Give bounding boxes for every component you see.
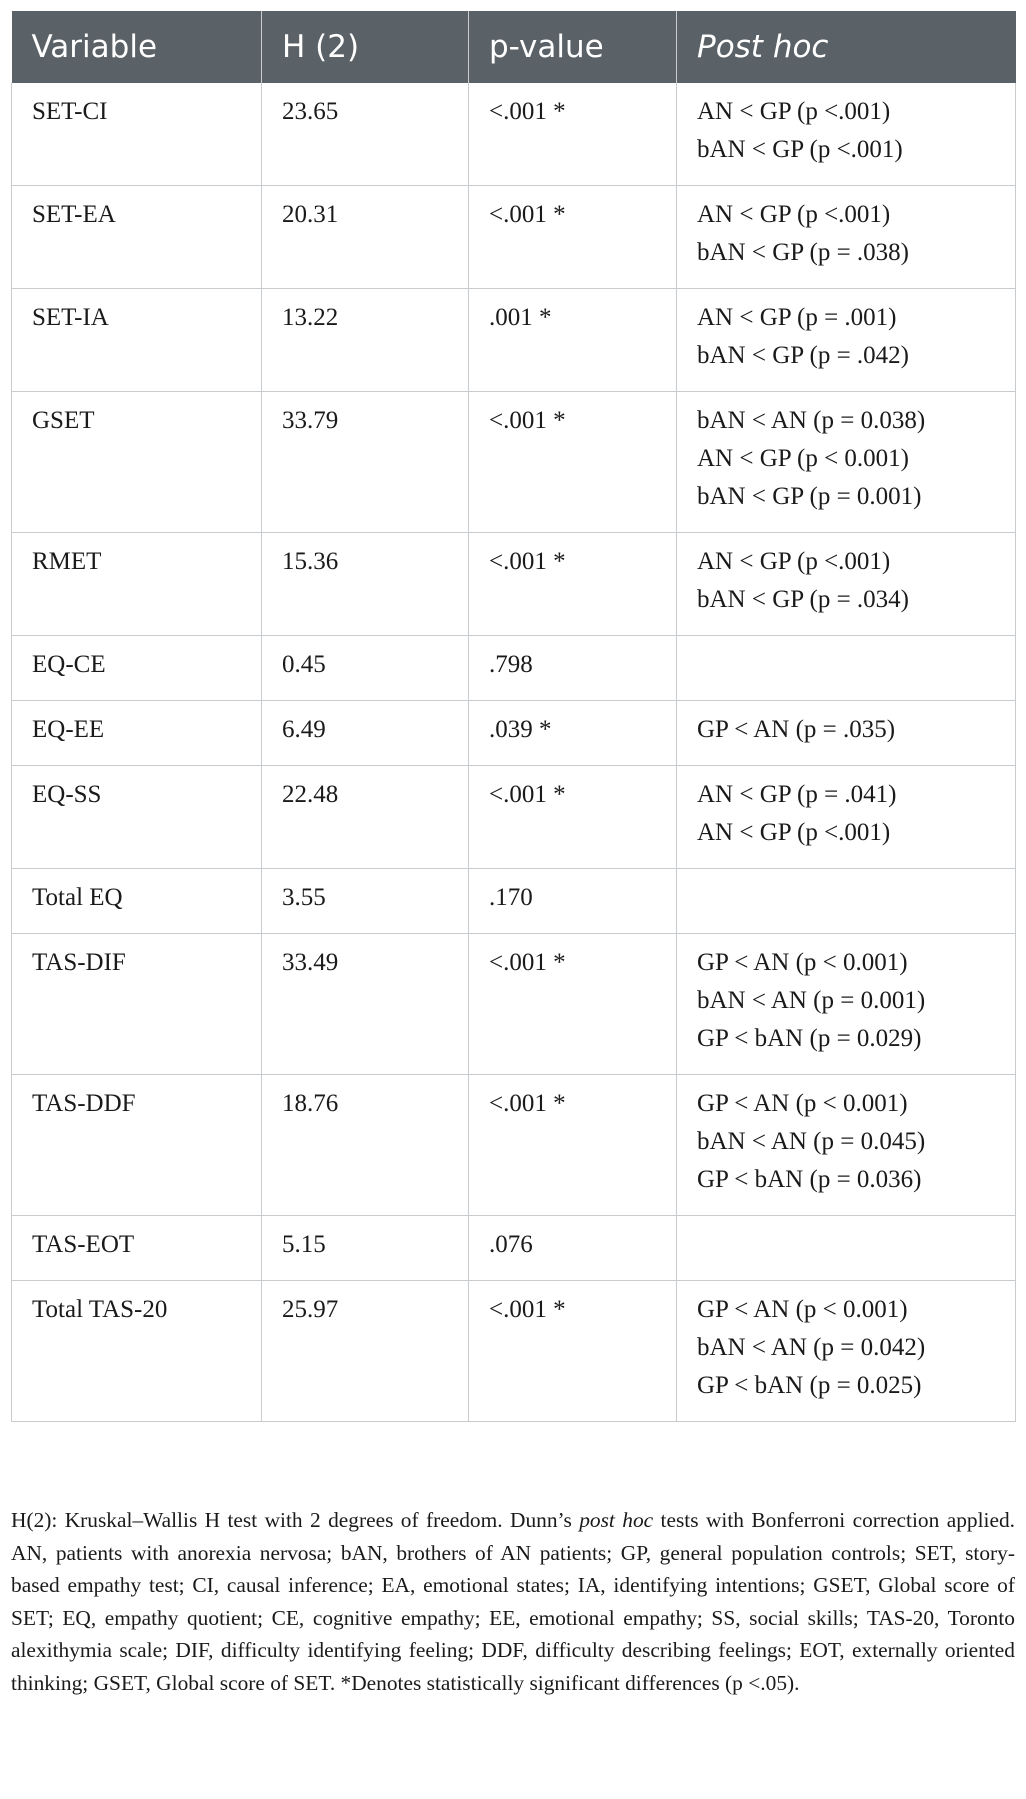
cell-post-hoc (677, 701, 1016, 766)
cell-h-statistic: 22.48 (262, 766, 469, 869)
cell-p-value: .039 * (469, 701, 677, 766)
cell-p-value: .170 (469, 869, 677, 934)
table-row (12, 1216, 1016, 1281)
post-hoc-comparison: AN < GP (p < 0.001) (697, 445, 909, 472)
cell-variable: Total EQ (12, 869, 262, 934)
header-h-statistic: H (2) (262, 11, 469, 83)
results-table (11, 11, 1016, 1422)
cell-h-statistic: 13.22 (262, 289, 469, 392)
header-variable: Variable (12, 11, 262, 83)
table-footnote (11, 1504, 1015, 1700)
cell-post-hoc (677, 1075, 1016, 1216)
footnote-emphasis: post hoc (579, 1508, 654, 1532)
cell-p-value: <.001 * (469, 186, 677, 289)
cell-h-statistic: 33.79 (262, 392, 469, 533)
cell-h-statistic: 33.49 (262, 934, 469, 1075)
table-row (12, 701, 1016, 766)
results-table-container (11, 11, 1015, 1422)
cell-h-statistic: 6.49 (262, 701, 469, 766)
post-hoc-comparison: AN < GP (p <.001) (697, 548, 891, 575)
post-hoc-comparison: AN < GP (p <.001) (697, 201, 891, 228)
table-row (12, 636, 1016, 701)
cell-variable: GSET (12, 392, 262, 533)
table-row (12, 934, 1016, 1075)
cell-post-hoc (677, 869, 1016, 934)
cell-variable: TAS-EOT (12, 1216, 262, 1281)
cell-variable: EQ-SS (12, 766, 262, 869)
post-hoc-comparison: GP < AN (p < 0.001) (697, 1090, 908, 1117)
table-row (12, 392, 1016, 533)
post-hoc-comparison: bAN < GP (p <.001) (697, 136, 903, 163)
post-hoc-comparison: GP < bAN (p = 0.036) (697, 1166, 922, 1193)
cell-h-statistic: 5.15 (262, 1216, 469, 1281)
post-hoc-comparison: AN < GP (p = .041) (697, 781, 897, 808)
cell-p-value: <.001 * (469, 392, 677, 533)
cell-post-hoc (677, 392, 1016, 533)
table-row (12, 1281, 1016, 1422)
cell-h-statistic: 23.65 (262, 83, 469, 186)
post-hoc-comparison: bAN < GP (p = .038) (697, 239, 909, 266)
footnote-text-end: tests with Bonferroni correction applied. AN, patients with anorexia nervosa; bAN, brothers of AN patients; GP, general population controls; SET, story-based empathy test; CI, causal inference; EA, emotional states; IA, identifying intentions; GSET, Global score of SET; EQ, empathy quotient; CE, cognitive empathy; EE, emotional empathy; SS, social skills; TAS-20, Toronto alexithymia scale; DIF, difficulty identifying feeling; DDF, difficulty describing feelings; EOT, externally oriented thinking; GSET, Global score of SET. *Denotes statistically significant differences (p <.05). (11, 1508, 1016, 1695)
cell-p-value: <.001 * (469, 766, 677, 869)
post-hoc-comparison: AN < GP (p <.001) (697, 819, 891, 846)
table-row (12, 533, 1016, 636)
cell-p-value: .798 (469, 636, 677, 701)
cell-post-hoc (677, 766, 1016, 869)
table-row (12, 869, 1016, 934)
cell-p-value: <.001 * (469, 934, 677, 1075)
cell-p-value: .001 * (469, 289, 677, 392)
table-row (12, 83, 1016, 186)
cell-post-hoc (677, 934, 1016, 1075)
cell-variable: Total TAS-20 (12, 1281, 262, 1422)
post-hoc-comparison: AN < GP (p = .001) (697, 304, 897, 331)
cell-p-value: .076 (469, 1216, 677, 1281)
footnote-text-start: H(2): Kruskal–Wallis H test with 2 degrees of freedom. Dunn’s (11, 1508, 580, 1532)
cell-p-value: <.001 * (469, 1075, 677, 1216)
post-hoc-comparison: bAN < GP (p = .034) (697, 586, 909, 613)
cell-p-value: <.001 * (469, 83, 677, 186)
table-row (12, 186, 1016, 289)
cell-h-statistic: 3.55 (262, 869, 469, 934)
cell-variable: EQ-EE (12, 701, 262, 766)
header-row (12, 11, 1016, 83)
post-hoc-comparison: bAN < GP (p = 0.001) (697, 483, 922, 510)
cell-variable: TAS-DIF (12, 934, 262, 1075)
cell-p-value: <.001 * (469, 533, 677, 636)
cell-h-statistic: 15.36 (262, 533, 469, 636)
cell-variable: SET-IA (12, 289, 262, 392)
table-row (12, 1075, 1016, 1216)
post-hoc-comparison: GP < bAN (p = 0.025) (697, 1372, 922, 1399)
post-hoc-comparison: bAN < AN (p = 0.001) (697, 987, 926, 1014)
table-row (12, 289, 1016, 392)
post-hoc-comparison: bAN < AN (p = 0.045) (697, 1128, 926, 1155)
cell-h-statistic: 25.97 (262, 1281, 469, 1422)
cell-post-hoc (677, 186, 1016, 289)
header-post-hoc: Post hoc (677, 11, 1016, 83)
cell-p-value: <.001 * (469, 1281, 677, 1422)
post-hoc-comparison: GP < AN (p < 0.001) (697, 949, 908, 976)
table-header (12, 11, 1016, 83)
cell-variable: RMET (12, 533, 262, 636)
cell-variable: SET-EA (12, 186, 262, 289)
post-hoc-comparison: bAN < AN (p = 0.042) (697, 1334, 926, 1361)
table-body (12, 83, 1016, 1422)
cell-post-hoc (677, 289, 1016, 392)
cell-h-statistic: 18.76 (262, 1075, 469, 1216)
cell-post-hoc (677, 83, 1016, 186)
cell-variable: TAS-DDF (12, 1075, 262, 1216)
cell-post-hoc (677, 1216, 1016, 1281)
cell-variable: EQ-CE (12, 636, 262, 701)
cell-post-hoc (677, 1281, 1016, 1422)
post-hoc-comparison: AN < GP (p <.001) (697, 98, 891, 125)
cell-h-statistic: 0.45 (262, 636, 469, 701)
cell-h-statistic: 20.31 (262, 186, 469, 289)
post-hoc-comparison: GP < AN (p = .035) (697, 716, 896, 743)
header-p-value: p-value (469, 11, 677, 83)
table-row (12, 766, 1016, 869)
post-hoc-comparison: bAN < GP (p = .042) (697, 342, 909, 369)
cell-post-hoc (677, 636, 1016, 701)
post-hoc-comparison: GP < bAN (p = 0.029) (697, 1025, 922, 1052)
cell-variable: SET-CI (12, 83, 262, 186)
post-hoc-comparison: GP < AN (p < 0.001) (697, 1296, 908, 1323)
post-hoc-comparison: bAN < AN (p = 0.038) (697, 407, 926, 434)
cell-post-hoc (677, 533, 1016, 636)
